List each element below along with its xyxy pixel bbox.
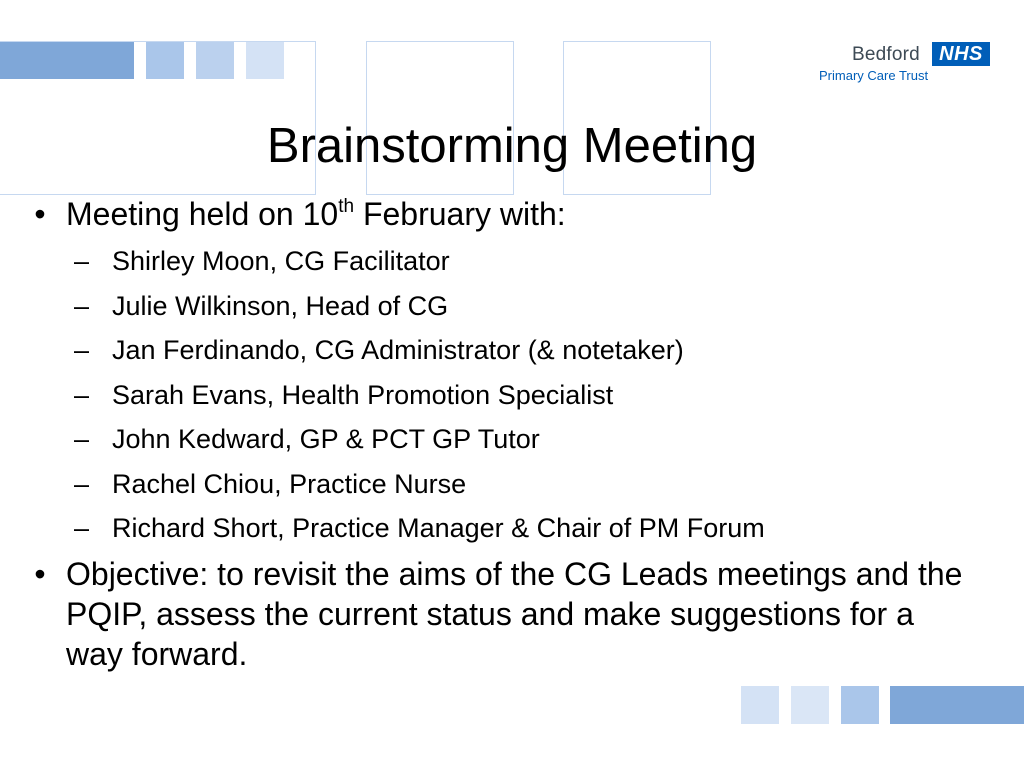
attendee-item: [28, 462, 978, 507]
nhs-badge: NHS: [932, 42, 990, 66]
bullet-meeting: [28, 194, 978, 234]
attendee-item: [28, 373, 978, 418]
attendee-text: John Kedward, GP & PCT GP Tutor: [112, 424, 540, 454]
decor-square-bottom-1: [741, 686, 779, 724]
bullet-objective: [28, 554, 978, 674]
attendee-text: Richard Short, Practice Manager & Chair of PM Forum: [112, 513, 765, 543]
sub-bullet-marker: –: [74, 424, 90, 454]
attendee-item: [28, 239, 978, 284]
sub-bullet-marker: –: [74, 379, 90, 410]
sub-bullet-marker: –: [74, 335, 90, 365]
attendee-text: Shirley Moon, CG Facilitator: [112, 246, 450, 276]
attendee-text: Sarah Evans, Health Promotion Specialist: [112, 379, 614, 410]
attendee-item: [28, 417, 978, 462]
meeting-text-superscript: th: [338, 196, 355, 217]
meeting-text-suffix: February with:: [354, 196, 566, 232]
logo-bedford-text: Bedford: [852, 44, 920, 65]
sub-bullet-marker: –: [74, 513, 90, 543]
attendee-item: [28, 284, 978, 329]
attendee-text: Julie Wilkinson, Head of CG: [112, 290, 449, 321]
attendee-text: Jan Ferdinando, CG Administrator (& notetaker): [112, 335, 684, 365]
decor-bar-bottom: [890, 686, 1024, 724]
attendee-list: [28, 239, 978, 551]
slide-content: [28, 194, 978, 674]
bullet-marker: •: [34, 555, 46, 592]
sub-bullet-marker: –: [74, 246, 90, 276]
attendee-item: [28, 328, 978, 373]
decor-square-bottom-3: [841, 686, 879, 724]
attendee-item: [28, 506, 978, 551]
bullet-marker: •: [34, 196, 46, 232]
attendee-text: Rachel Chiou, Practice Nurse: [112, 468, 467, 499]
sub-bullet-marker: –: [74, 290, 90, 321]
logo-subtitle: Primary Care Trust: [819, 68, 929, 83]
bedford-nhs-logo: [818, 42, 994, 88]
slide-title: Brainstorming Meeting: [266, 119, 758, 173]
meeting-text-prefix: Meeting held on 10: [66, 196, 339, 232]
objective-text: Objective: to revisit the aims of the CG Leads meetings and the PQIP, assess the current status and make suggestions for a way forward.: [66, 555, 963, 672]
decor-square-bottom-2: [791, 686, 829, 724]
sub-bullet-marker: –: [74, 468, 90, 499]
